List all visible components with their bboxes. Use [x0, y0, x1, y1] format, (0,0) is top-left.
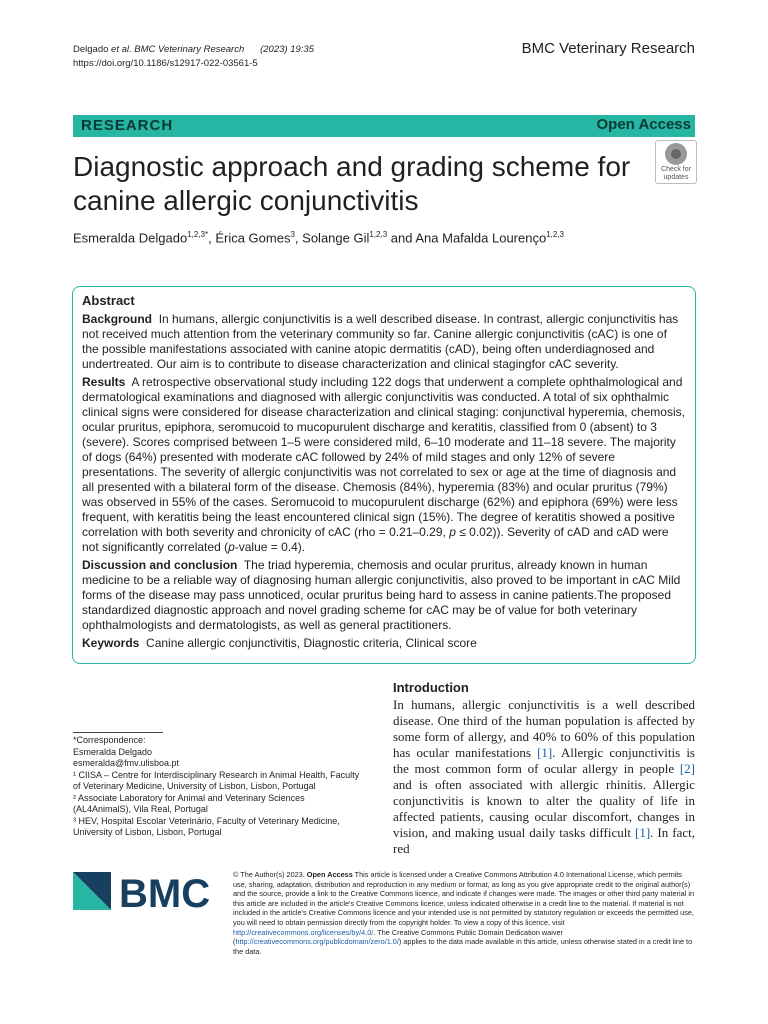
author-name[interactable]: Érica Gomes: [215, 230, 291, 246]
public-domain-link[interactable]: http://creativecommons.org/publicdomain/zero/1.0/: [235, 937, 399, 947]
license-open-access: Open Access: [306, 870, 353, 879]
section-label: Background: [82, 312, 153, 326]
author-separator: ,: [208, 230, 216, 246]
journal-name: BMC Veterinary Research: [521, 40, 695, 57]
bmc-logo-icon: [73, 870, 218, 914]
footnote-divider: [73, 732, 163, 733]
correspondence-email[interactable]: esmeralda@fmv.ulisboa.pt: [73, 758, 180, 768]
section-label: Keywords: [82, 636, 140, 650]
article-title: Diagnostic approach and grading scheme for canine allergic conjunctivitis: [73, 151, 631, 216]
check-for-updates-line1: Check for: [661, 166, 691, 173]
doi-link[interactable]: https://doi.org/10.1186/s12917-022-03561-5: [73, 58, 258, 69]
reference-link[interactable]: [1]: [537, 745, 553, 760]
check-for-updates-line2: updates: [663, 174, 689, 181]
citation-journal: et al. BMC Veterinary Research: [111, 44, 245, 55]
license-text: © The Author(s) 2023.: [233, 870, 307, 879]
author-separator: ,: [294, 230, 303, 246]
section-text: A retrospective observational study including 122 dogs that underwent a complete ophthalmological and dermatological examinations and diagnosed with allergic conjunctivitis was conducted. A total of six ophthalmic clinical signs were considered for disease characterization and clinical staging: conjunctival hyperemia, chemosis, ocular pruritus, epiphora, seromucoid to mucopurulent discharge and keratitis, classified from 0 (absent) to 3 (severe). Scores comprised between 1–5 were considered mild, 6–10 moderate and 11–18 severe. The majority of dogs (64%) presented with moderate cAC followed by 24% of mild stages and only 12% of severe presentations. The severity of allergic conjunctivitis was not correlated to sex or age at the time of diagnosis and all presented with a bilateral form of the disease. Chemosis (84%), hyperemia (83%) and ocular pruritus (79%) was observed in 55% of the cases. Seromucoid to mucopurulent discharge (62%) and epiphora (69%) were less frequent, with keratitis being the least encountered clinical sign (15%). The degree of keratitis showed a positive correlation with both severity and chronicity of cAC (rho = 0.21–0.29,: [82, 375, 685, 539]
license-text: This article is licensed under a Creative Commons Attribution 4.0 International License, which permits use, sharing, adaptation, distribution and reproduction in any medium or format, as long as you give appropriate credit to the original author(s) and the source, provide a link to the Creative Commons licence, and indicate if changes were made. The images or other third party material in this article are included in the article's Creative Commons licence, unless indicated otherwise in a credit line to the material. If material is not included in the article's Creative Commons licence and your intended use is not permitted by statutory regulation or exceeds the permitted use, you will need to obtain permission directly from the copyright holder. To view a copy of this licence, visit: [233, 870, 695, 927]
abstract-discussion: [82, 558, 686, 633]
intro-text: . Allergic conjunctivitis is the most common form of ocular allergy in people: [393, 745, 695, 776]
abstract-background: [82, 312, 686, 372]
section-text: The triad hyperemia, chemosis and ocular pruritus, already known in human medicine to be a reliable way of diagnosing human allergic conjunctivitis, also proved to be important in cAC Mild forms of the disease may pass unnoticed, ocular pruritus being hard to assess in canine patients.The proposed standardized diagnostic approach and novel grading scheme for cAC may be of value for both veterinary ophthalmologists and dermatologists, as well as general practitioners.: [82, 558, 681, 632]
abstract-keywords: [82, 636, 686, 651]
affiliation-3: ³ HEV, Hospital Escolar Veterinário, Faculty of Veterinary Medicine, University of Lisbon, Lisbon, Portugal: [73, 815, 340, 837]
correspondence-name: Esmeralda Delgado: [73, 746, 153, 757]
check-for-updates-icon: [665, 143, 687, 165]
citation-author: Delgado: [73, 44, 109, 55]
affiliation-2: ² Associate Laboratory for Animal and Veterinary Sciences (AL4AnimalS), Vila Real, Portugal: [73, 792, 305, 814]
reference-link[interactable]: [2]: [679, 761, 695, 776]
affiliation-1: ¹ CIISA – Centre for Interdisciplinary Research in Animal Health, Faculty of Veterinary Medicine, University of Lisbon, Lisbon, Portugal: [73, 769, 360, 791]
intro-text: In humans, allergic conjunctivitis is a well described disease. One third of the human population is affected by some form of allergy, and 40% to 60% of this population has ocular manifestations: [393, 697, 695, 760]
check-for-updates-badge[interactable]: [655, 140, 697, 184]
license-text: . The Creative Commons Public Domain Dedication waiver (: [233, 927, 563, 947]
intro-text: . In fact, red: [393, 825, 695, 856]
introduction-heading: Introduction: [393, 680, 469, 695]
correspondence-label: *Correspondence:: [73, 735, 146, 745]
article-type-label: RESEARCH: [81, 117, 174, 134]
section-label: Discussion and conclusion: [82, 558, 238, 572]
introduction-text: [393, 697, 695, 857]
abstract-results: [82, 375, 686, 555]
section-label: Results: [82, 375, 126, 389]
license-statement: [233, 870, 695, 956]
abstract-heading: Abstract: [82, 293, 135, 308]
article-type-banner: [73, 115, 695, 137]
author-name[interactable]: Ana Mafalda Lourenço: [415, 230, 547, 246]
bmc-logo-text: BMC: [119, 872, 211, 914]
section-text: In humans, allergic conjunctivitis is a well described disease. In contrast, allergic conjunctivitis has not received much attention from the veterinary community so far. Canine allergic conjunctivitis (cAC) is one of the possible manifestations associated with canine atopic dermatitis (cAD), being often underdiagnosed and undertreated. Our aim is to contribute to disease characterization and clinical stagingfor cAC severity.: [82, 312, 679, 371]
section-text: Canine allergic conjunctivitis, Diagnostic criteria, Clinical score: [146, 636, 477, 650]
author-affiliation: 3: [290, 230, 295, 239]
reference-link[interactable]: [1]: [634, 825, 651, 840]
citation-header: [73, 43, 314, 71]
p-symbol: p: [449, 525, 456, 539]
open-access-label: Open Access: [596, 116, 691, 133]
introduction-section: [393, 680, 695, 857]
intro-text: and is often associated with allergic rhinitis. Allergic conjunctivitis is known to alter the quality of life in affected patients, causing ocular discomfort, changes in vision, and making usual daily tasks difficult: [393, 777, 695, 840]
author-affiliation: 1,2,3*: [187, 230, 209, 239]
author-affiliation: 1,2,3: [369, 230, 388, 239]
author-name[interactable]: Solange Gil: [302, 230, 370, 246]
correspondence-footnote: [73, 732, 363, 839]
license-text: ) applies to the data made available in this article, unless otherwise stated in a credit line to the data.: [233, 937, 693, 956]
author-affiliation: 1,2,3: [546, 230, 564, 239]
citation-volume: (2023) 19:35: [260, 44, 314, 55]
author-separator: and: [387, 230, 416, 246]
abstract-box: [72, 286, 696, 664]
section-text: -value = 0.4).: [234, 540, 306, 554]
section-text: ≤ 0.02)). Severity of cAD and cAD were not significantly correlated (: [82, 525, 669, 554]
author-list: [73, 230, 564, 245]
license-link[interactable]: http://creativecommons.org/licenses/by/4.0/: [233, 927, 374, 937]
author-name[interactable]: Esmeralda Delgado: [73, 230, 188, 246]
p-symbol: p: [228, 540, 235, 554]
